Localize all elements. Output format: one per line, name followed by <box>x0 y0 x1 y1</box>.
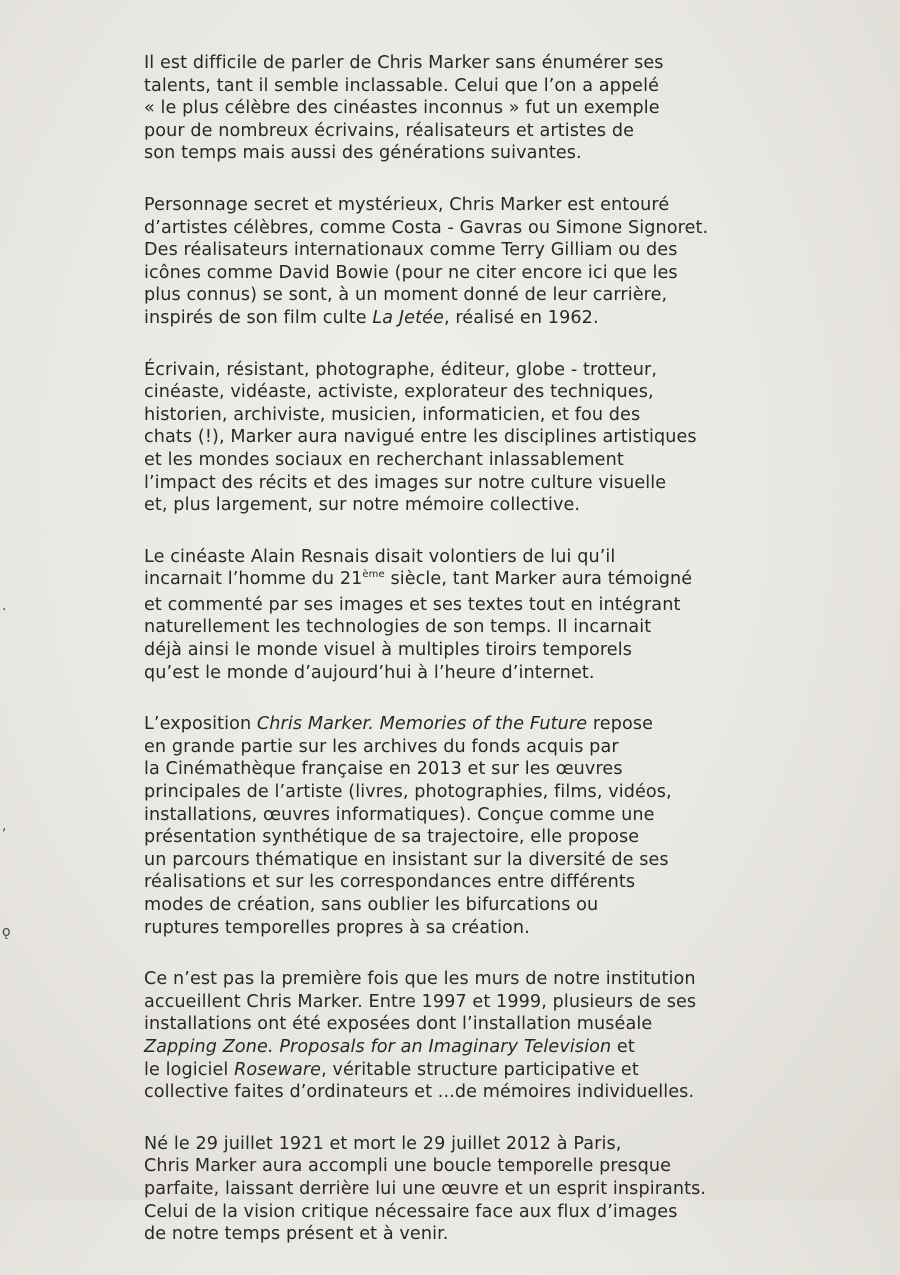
text-segment: Ce n’est pas la première fois que les murs de notre institution <box>144 969 696 990</box>
text-segment: « le plus célèbre des cinéastes inconnus » fut un exemple <box>144 98 660 119</box>
text-segment: l’impact des récits et des images sur notre culture visuelle <box>144 472 667 493</box>
text-line <box>144 894 844 917</box>
italic-title: Zapping Zone. Proposals for an Imaginary Television <box>144 1036 612 1057</box>
text-segment: accueillent Chris Marker. Entre 1997 et 1999, plusieurs de ses <box>144 991 697 1012</box>
text-line <box>144 217 844 240</box>
paragraph-3 <box>144 359 844 517</box>
text-line <box>144 713 844 736</box>
text-line <box>144 307 844 330</box>
text-line <box>144 97 844 120</box>
text-segment: collective faites d’ordinateurs et ...de mémoires individuelles. <box>144 1082 695 1103</box>
text-line <box>144 546 844 569</box>
text-line <box>144 1201 844 1224</box>
superscript: ème <box>362 569 385 581</box>
text-line <box>144 1059 844 1082</box>
text-line <box>144 917 844 940</box>
text-segment: inspirés de son film culte <box>144 307 373 328</box>
text-segment: incarnait l’homme du 21 <box>144 569 363 590</box>
text-line <box>144 662 844 685</box>
text-segment: cinéaste, vidéaste, activiste, explorateur des techniques, <box>144 382 654 403</box>
text-segment: repose <box>587 714 654 735</box>
text-segment: réalisations et sur les correspondances entre différents <box>144 872 636 893</box>
text-line <box>144 804 844 827</box>
text-segment: et les mondes sociaux en recherchant inlassablement <box>144 449 624 470</box>
text-line <box>144 472 844 495</box>
paragraph-4 <box>144 546 844 685</box>
paragraph-2 <box>144 194 844 330</box>
text-line <box>144 404 844 427</box>
text-segment: Né le 29 juillet 1921 et mort le 29 juillet 2012 à Paris, <box>144 1133 622 1154</box>
text-segment: Des réalisateurs internationaux comme Terry Gilliam ou des <box>144 240 678 261</box>
text-line <box>144 1081 844 1104</box>
text-line <box>144 194 844 217</box>
text-line <box>144 568 844 594</box>
text-line <box>144 381 844 404</box>
text-segment: Le cinéaste Alain Resnais disait volontiers de lui qu’il <box>144 546 616 567</box>
text-line <box>144 239 844 262</box>
italic-title: Roseware <box>234 1059 322 1080</box>
text-segment: pour de nombreux écrivains, réalisateurs et artistes de <box>144 120 635 141</box>
text-segment: qu’est le monde d’aujourd’hui à l’heure d’internet. <box>144 662 595 683</box>
text-line <box>144 1133 844 1156</box>
text-segment: , véritable structure participative et <box>321 1059 639 1080</box>
text-segment: chats (!), Marker aura navigué entre les disciplines artistiques <box>144 427 697 448</box>
text-segment: installations ont été exposées dont l’installation muséale <box>144 1014 653 1035</box>
paragraph-6 <box>144 968 844 1104</box>
text-segment: talents, tant il semble inclassable. Celui que l’on a appelé <box>144 75 660 96</box>
wall-text-panel <box>144 52 844 1275</box>
italic-title: La Jetée <box>372 307 444 328</box>
text-line <box>144 1155 844 1178</box>
text-segment: Chris Marker aura accompli une boucle temporelle presque <box>144 1156 672 1177</box>
text-line <box>144 1178 844 1201</box>
text-line <box>144 849 844 872</box>
text-line <box>144 871 844 894</box>
text-line <box>144 262 844 285</box>
paragraph-1 <box>144 52 844 165</box>
text-line <box>144 142 844 165</box>
text-line <box>144 52 844 75</box>
text-line <box>144 758 844 781</box>
text-segment: son temps mais aussi des générations suivantes. <box>144 143 582 164</box>
text-line <box>144 1223 844 1246</box>
text-segment: la Cinémathèque française en 2013 et sur les œuvres <box>144 759 623 780</box>
text-segment: , réalisé en 1962. <box>443 307 599 328</box>
text-line <box>144 284 844 307</box>
text-line <box>144 736 844 759</box>
text-segment: un parcours thématique en insistant sur la diversité de ses <box>144 849 669 870</box>
text-segment: Celui de la vision critique nécessaire face aux flux d’images <box>144 1201 678 1222</box>
text-line <box>144 1013 844 1036</box>
text-segment: principales de l’artiste (livres, photographies, films, vidéos, <box>144 782 672 803</box>
text-segment: parfaite, laissant derrière lui une œuvre et un esprit inspirants. <box>144 1178 707 1199</box>
text-line <box>144 991 844 1014</box>
text-segment: en grande partie sur les archives du fonds acquis par <box>144 736 619 757</box>
text-segment: ruptures temporelles propres à sa création. <box>144 917 530 938</box>
text-segment: présentation synthétique de sa trajectoire, elle propose <box>144 827 640 848</box>
edge-mark: . <box>2 598 7 614</box>
text-segment: modes de création, sans oublier les bifurcations ou <box>144 895 599 915</box>
text-line <box>144 968 844 991</box>
text-segment: historien, archiviste, musicien, informaticien, et fou des <box>144 404 641 425</box>
text-line <box>144 781 844 804</box>
text-segment: Il est difficile de parler de Chris Marker sans énumérer ses <box>144 53 664 73</box>
paragraph-7 <box>144 1133 844 1246</box>
text-line <box>144 616 844 639</box>
text-segment: icônes comme David Bowie (pour ne citer encore ici que les <box>144 262 678 283</box>
text-segment: de notre temps présent et à venir. <box>144 1224 449 1245</box>
text-line <box>144 449 844 472</box>
text-segment: déjà ainsi le monde visuel à multiples tiroirs temporels <box>144 640 632 661</box>
text-segment: Personnage secret et mystérieux, Chris Marker est entouré <box>144 194 670 215</box>
text-line <box>144 826 844 849</box>
text-segment: L’exposition <box>144 714 257 735</box>
text-line <box>144 1036 844 1059</box>
text-segment: plus connus) se sont, à un moment donné de leur carrière, <box>144 285 668 306</box>
text-line <box>144 494 844 517</box>
text-segment: naturellement les technologies de son temps. Il incarnait <box>144 617 652 638</box>
text-segment: et commenté par ses images et ses textes tout en intégrant <box>144 594 681 615</box>
text-segment: siècle, tant Marker aura témoigné <box>384 569 693 590</box>
text-line <box>144 75 844 98</box>
text-segment: Écrivain, résistant, photographe, éditeur, globe - trotteur, <box>144 359 658 380</box>
text-line <box>144 639 844 662</box>
text-segment: le logiciel <box>144 1059 235 1080</box>
text-line <box>144 120 844 143</box>
text-line <box>144 594 844 617</box>
text-segment: et <box>611 1036 635 1057</box>
paragraph-5 <box>144 713 844 939</box>
text-segment: installations, œuvres informatiques). Conçue comme une <box>144 804 655 825</box>
text-segment: d’artistes célèbres, comme Costa - Gavras ou Simone Signoret. <box>144 217 709 238</box>
text-segment: et, plus largement, sur notre mémoire collective. <box>144 495 581 516</box>
italic-title: Chris Marker. Memories of the Future <box>256 714 588 735</box>
edge-mark: , <box>2 818 7 834</box>
text-line <box>144 359 844 382</box>
edge-mark: ǫ <box>2 924 11 940</box>
text-line <box>144 426 844 449</box>
